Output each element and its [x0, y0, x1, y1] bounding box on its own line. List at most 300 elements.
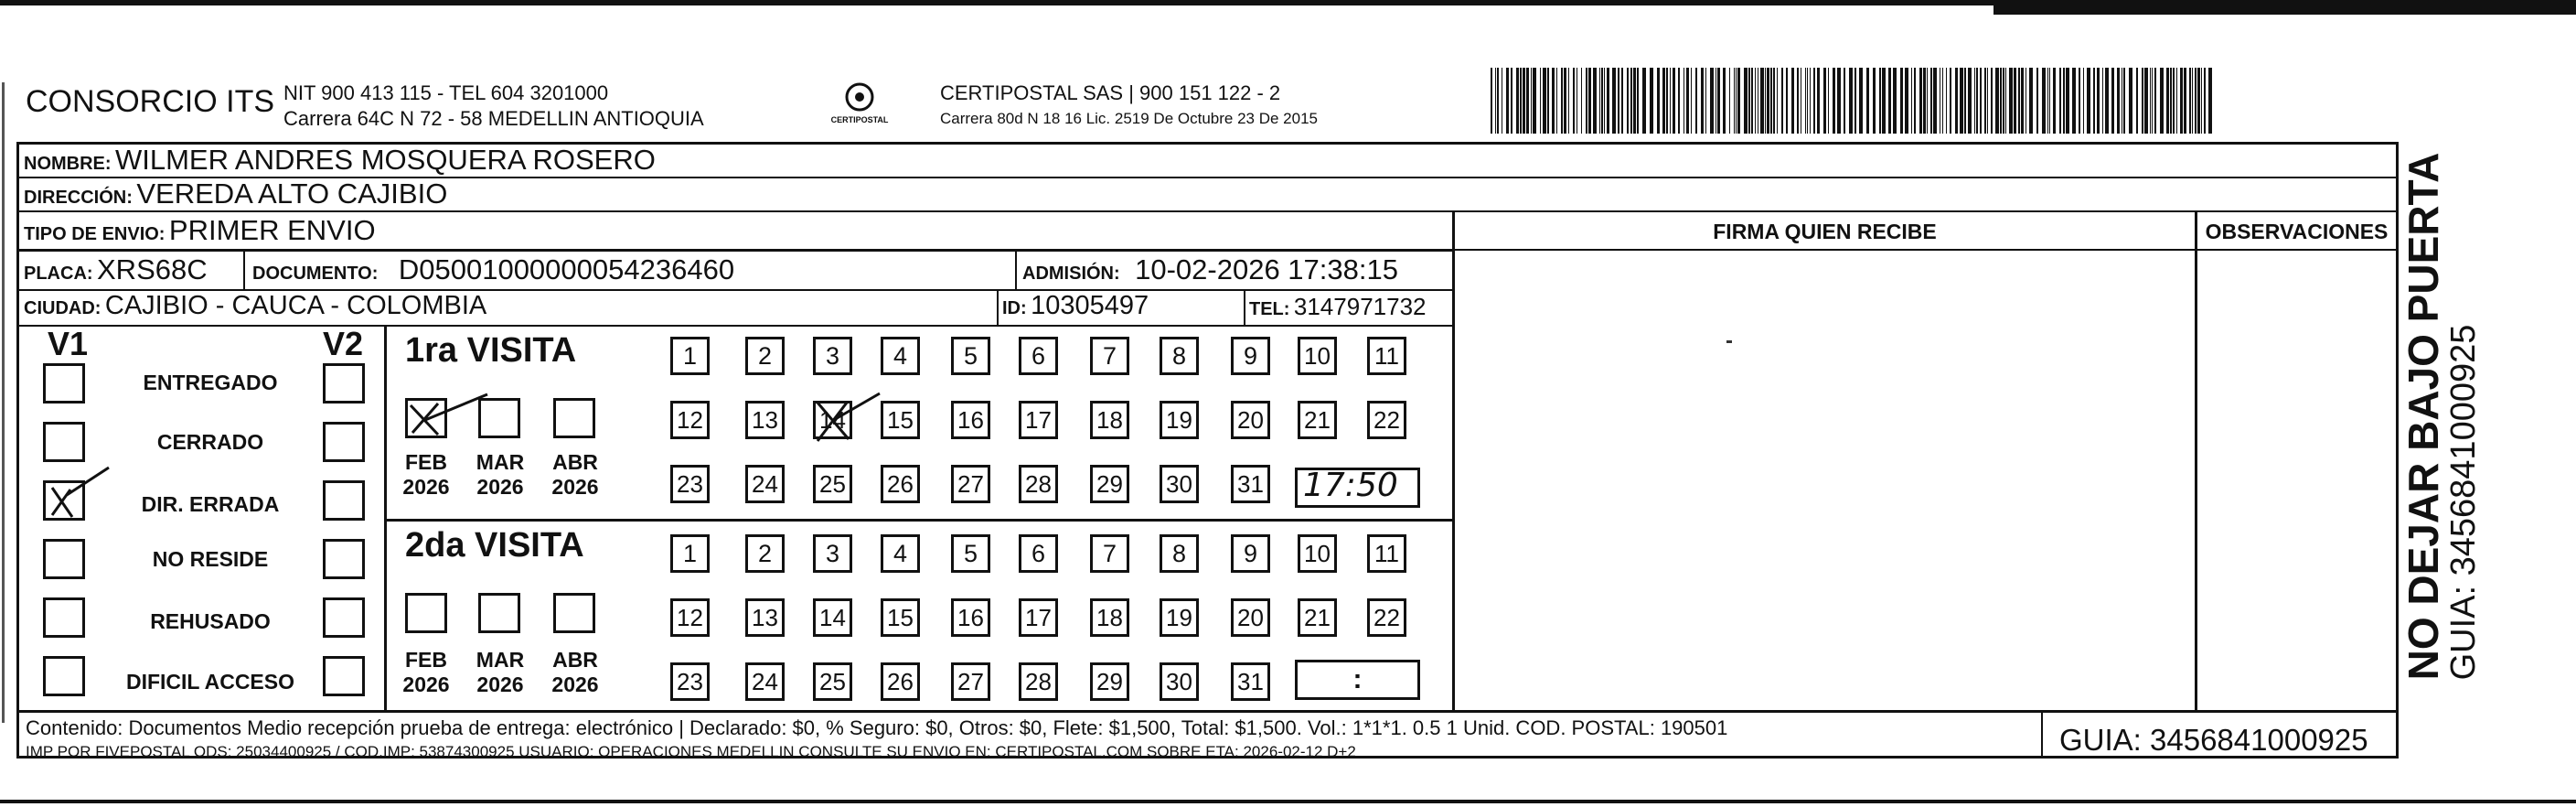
barcode-bar [1552, 68, 1555, 134]
second-visit-day-27[interactable]: 27 [951, 662, 990, 701]
second-visit-day-2[interactable]: 2 [745, 534, 785, 573]
col-divider-firma [1452, 212, 1455, 710]
first-visit-day-3[interactable]: 3 [813, 337, 852, 375]
barcode-bar [1900, 68, 1903, 134]
first-visit-day-18[interactable]: 18 [1090, 401, 1129, 439]
barcode-bar [1670, 68, 1671, 134]
documento-value: D05001000000054236460 [398, 253, 735, 285]
first-visit-day-24[interactable]: 24 [745, 465, 785, 503]
barcode-bar [1581, 68, 1582, 134]
barcode-bar [1666, 68, 1668, 134]
first-visit-day-11[interactable]: 11 [1367, 337, 1406, 375]
second-visit-day-31[interactable]: 31 [1231, 662, 1270, 701]
barcode-bar [2097, 68, 2100, 134]
barcode-bar [2154, 68, 2156, 134]
first-visit-day-4[interactable]: 4 [881, 337, 920, 375]
second-visit-day-28[interactable]: 28 [1019, 662, 1058, 701]
barcode-bar [1828, 68, 1829, 134]
barcode-bar [1691, 68, 1692, 134]
first-visit-title: 1ra VISITA [405, 331, 577, 370]
barcode-bar [2066, 68, 2069, 134]
tel-cell [1249, 293, 1427, 321]
barcode-bar [1564, 68, 1566, 134]
barcode-bar [1586, 68, 1587, 134]
barcode-bar [1683, 68, 1684, 134]
barcode-bar [1723, 68, 1726, 134]
barcode-bar [1630, 68, 1632, 134]
second-visit-day-29[interactable]: 29 [1090, 662, 1129, 701]
frame-right [2396, 142, 2399, 758]
company-line2: Carrera 64C N 72 - 58 MEDELLIN ANTIOQUIA [283, 107, 704, 130]
second-visit-day-9[interactable]: 9 [1231, 534, 1270, 573]
company-line1: NIT 900 413 115 - TEL 604 3201000 [283, 81, 609, 104]
barcode-bar [2176, 68, 2177, 134]
barcode-bar [1914, 68, 1916, 134]
barcode-bar [1888, 68, 1891, 134]
id-cell [1002, 291, 1149, 321]
barcode-bar [1662, 68, 1665, 134]
placa-value: XRS68C [97, 253, 208, 285]
logo-text: CERTIPOSTAL [830, 115, 889, 124]
barcode-bar [1927, 68, 1928, 134]
barcode-bar [1744, 68, 1748, 134]
barcode-bar [2029, 68, 2033, 134]
first-month-checkbox-mar[interactable] [478, 398, 520, 438]
barcode-bar [2192, 68, 2193, 134]
stray-mark [1726, 340, 1732, 343]
barcode-bar [1618, 68, 1619, 134]
tipo-label: TIPO DE ENVIO: [24, 224, 166, 244]
check-mark-icon [405, 398, 447, 438]
barcode-bar [1781, 68, 1783, 134]
barcode-bar [1588, 68, 1591, 134]
barcode-bar [1568, 68, 1569, 134]
first-visit-day-7[interactable]: 7 [1090, 337, 1129, 375]
tipo-row [24, 214, 376, 247]
barcode-bar [1995, 68, 1999, 134]
v2-checkbox-entregado[interactable] [323, 363, 365, 404]
second-visit-day-10[interactable]: 10 [1298, 534, 1337, 573]
first-visit-day-5[interactable]: 5 [951, 337, 990, 375]
v2-checkbox-cerrado[interactable] [323, 422, 365, 462]
tipo-value: PRIMER ENVIO [168, 214, 376, 246]
second-visit-day-12[interactable]: 12 [670, 598, 710, 637]
barcode-bar [2123, 68, 2125, 134]
first-visit-day-26[interactable]: 26 [881, 465, 920, 503]
first-visit-day-19[interactable]: 19 [1160, 401, 1199, 439]
nombre-label: NOMBRE: [24, 154, 112, 174]
status-label-cerrado: CERRADO [156, 430, 264, 454]
barcode-bar [2173, 68, 2175, 134]
documento-cell [252, 253, 734, 286]
second-visit-day-13[interactable]: 13 [745, 598, 785, 637]
first-visit-day-14[interactable]: 14 [813, 401, 852, 439]
second-visit-day-30[interactable]: 30 [1160, 662, 1199, 701]
barcode-bar [1495, 68, 1496, 134]
admision-label: ADMISIÓN: [1022, 264, 1120, 284]
barcode-bar [1991, 68, 1993, 134]
footer-line2: IMP POR FIVEPOSTAL ODS: 25034400925 / COD.IMP: 53874300925 USUARIO: OPERACIONES MEDELLIN CONSULTE SU ENVIO EN: CERTIPOSTAL.COM SOBRE ETA: 2026-02-12 D+2 [26, 743, 1356, 760]
v2-header: V2 [323, 325, 364, 362]
barcode-bar [1612, 68, 1616, 134]
row-line [1452, 249, 2396, 251]
barcode-bar [1855, 68, 1856, 134]
first-visit-day-17[interactable]: 17 [1019, 401, 1058, 439]
barcode-bar [1533, 68, 1536, 134]
barcode-bar [1729, 68, 1730, 134]
second-visit-day-25[interactable]: 25 [813, 662, 852, 701]
certipostal-logo [814, 81, 905, 135]
barcode-bar [1695, 68, 1697, 134]
admision-divider [1015, 251, 1017, 289]
first-visit-day-25[interactable]: 25 [813, 465, 852, 503]
observaciones-area[interactable] [2198, 252, 2394, 709]
barcode-bar [1844, 68, 1845, 134]
v2-checkbox-no-reside[interactable] [323, 539, 365, 579]
status-label-entregado: ENTREGADO [143, 371, 278, 394]
barcode-bar [2180, 68, 2183, 134]
barcode-bar [1547, 68, 1549, 134]
barcode-bar [2144, 68, 2148, 134]
footer-divider [2041, 712, 2043, 756]
barcode-bar [2197, 68, 2200, 134]
barcode-bar [2021, 68, 2024, 134]
second-visit-day-11[interactable]: 11 [1367, 534, 1406, 573]
second-visit-day-8[interactable]: 8 [1160, 534, 1199, 573]
first-visit-day-21[interactable]: 21 [1298, 401, 1337, 439]
first-month-label-feb: FEB 2026 [402, 450, 450, 499]
status-label-dificil-acceso: DIFICIL ACCESO [125, 670, 294, 694]
status-label-rehusado: REHUSADO [150, 609, 271, 633]
barcode-bar [1911, 68, 1912, 134]
barcode-bar [1642, 68, 1646, 134]
v2-checkbox-dir-errada[interactable] [323, 480, 365, 521]
side-warning [2400, 146, 2483, 686]
status-label-no-reside: NO RESIDE [152, 547, 269, 571]
barcode-bar [2009, 68, 2013, 134]
barcode-bar [2201, 68, 2202, 134]
barcode-bar [1976, 68, 1978, 134]
v1-checkbox-cerrado[interactable] [43, 422, 85, 462]
barcode-bar [1601, 68, 1603, 134]
v1-checkbox-dir-errada[interactable] [43, 480, 85, 521]
nombre-row [24, 144, 656, 177]
barcode-bar [2053, 68, 2056, 134]
second-visit-day-1[interactable]: 1 [670, 534, 710, 573]
barcode-bar [1905, 68, 1908, 134]
first-visit-day-1[interactable]: 1 [670, 337, 710, 375]
second-visit-day-16[interactable]: 16 [951, 598, 990, 637]
barcode-bar [1621, 68, 1623, 134]
barcode-bar [1770, 68, 1772, 134]
barcode-bar [1942, 68, 1943, 134]
carrier-line1: CERTIPOSTAL SAS | 900 151 122 - 2 [940, 81, 1281, 104]
footer-guia: GUIA: 3456841000925 [2059, 723, 2368, 757]
barcode-bar [2117, 68, 2120, 134]
barcode-bar [1849, 68, 1853, 134]
barcode-bar [1506, 68, 1509, 134]
barcode-bar [1767, 68, 1769, 134]
barcode-bar [1777, 68, 1778, 134]
barcode-bar [1650, 68, 1653, 134]
second-month-label-mar: MAR 2026 [476, 648, 525, 696]
barcode-bar [1593, 68, 1597, 134]
barcode-bar [2142, 68, 2143, 134]
first-visit-day-22[interactable]: 22 [1367, 401, 1406, 439]
barcode-bar [2042, 68, 2046, 134]
barcode-bar [1893, 68, 1897, 134]
barcode-bar [2036, 68, 2038, 134]
first-visit-day-10[interactable]: 10 [1298, 337, 1337, 375]
barcode-bar [2018, 68, 2020, 134]
first-visit-day-30[interactable]: 30 [1160, 465, 1199, 503]
signature-area[interactable] [1456, 252, 2193, 709]
barcode-bar [1633, 68, 1636, 134]
barcode-bar [1974, 68, 1975, 134]
tel-value: 3147971732 [1293, 293, 1427, 320]
barcode-bar [2105, 68, 2109, 134]
second-visit-day-4[interactable]: 4 [881, 534, 920, 573]
second-visit-day-22[interactable]: 22 [1367, 598, 1406, 637]
barcode-bar [1760, 68, 1764, 134]
barcode-bar [1968, 68, 1972, 134]
bottom-border [0, 800, 2576, 803]
barcode-bar [1748, 68, 1750, 134]
second-visit-day-14[interactable]: 14 [813, 598, 852, 637]
left-edge [2, 82, 5, 723]
barcode-bar [2195, 68, 2197, 134]
row-line [16, 325, 1452, 327]
barcode-bar [1930, 68, 1932, 134]
barcode-bar [1755, 68, 1756, 134]
barcode-bar [1823, 68, 1826, 134]
barcode-bar [1751, 68, 1753, 134]
second-visit-title: 2da VISITA [405, 526, 584, 565]
barcode-bar [1833, 68, 1835, 134]
second-visit-day-19[interactable]: 19 [1160, 598, 1199, 637]
barcode-bar [1882, 68, 1886, 134]
v1-checkbox-entregado[interactable] [43, 363, 85, 404]
barcode-bar [2189, 68, 2191, 134]
v1-checkbox-dificil-acceso[interactable] [43, 656, 85, 696]
second-visit-day-3[interactable]: 3 [813, 534, 852, 573]
v1-checkbox-rehusado[interactable] [43, 597, 85, 638]
barcode-bar [2000, 68, 2002, 134]
barcode-bar [2079, 68, 2080, 134]
id-value: 10305497 [1031, 291, 1149, 320]
barcode-bar [1786, 68, 1788, 134]
ciudad-label: CIUDAD: [24, 298, 102, 318]
barcode-bar [2204, 68, 2206, 134]
barcode-bar [2208, 68, 2212, 134]
barcode-bar [1497, 68, 1499, 134]
top-border-right [1993, 5, 2576, 15]
documento-label: DOCUMENTO: [252, 264, 379, 284]
barcode [1491, 68, 2222, 134]
barcode-bar [1526, 68, 1529, 134]
direccion-value: VEREDA ALTO CAJIBIO [136, 178, 448, 210]
col-divider-obs [2195, 212, 2197, 710]
barcode-bar [1678, 68, 1680, 134]
second-month-checkbox-feb[interactable] [405, 593, 447, 633]
second-visit-day-18[interactable]: 18 [1090, 598, 1129, 637]
barcode-bar [1923, 68, 1926, 134]
firma-header: FIRMA QUIEN RECIBE [1713, 220, 1937, 243]
first-visit-day-20[interactable]: 20 [1231, 401, 1270, 439]
footer-line1: Contenido: Documentos Medio recepción prueba de entrega: electrónico | Declarado: $0, % Seguro: $0, Otros: $0, Flete: $1,500, Total: $1,500. Vol.: 1*1*1. 0.5 1 Unid. COD. POSTAL: 190501 [26, 716, 1728, 739]
barcode-bar [2014, 68, 2016, 134]
barcode-bar [2093, 68, 2095, 134]
first-visit-day-15[interactable]: 15 [881, 401, 920, 439]
id-label: ID: [1002, 298, 1027, 318]
barcode-bar [1686, 68, 1689, 134]
visit-divider [384, 519, 1452, 522]
barcode-bar [2129, 68, 2132, 134]
barcode-bar [1964, 68, 1966, 134]
barcode-bar [2083, 68, 2084, 134]
ciudad-cell [24, 291, 486, 321]
id-divider [997, 291, 999, 325]
placa-label: PLACA: [24, 264, 93, 284]
second-visit-day-21[interactable]: 21 [1298, 598, 1337, 637]
second-visit-day-26[interactable]: 26 [881, 662, 920, 701]
barcode-bar [1523, 68, 1525, 134]
barcode-bar [1657, 68, 1660, 134]
barcode-bar [1866, 68, 1869, 134]
barcode-bar [1984, 68, 1986, 134]
barcode-bar [1807, 68, 1808, 134]
barcode-bar [1950, 68, 1951, 134]
barcode-bar [1734, 68, 1735, 134]
check-mark-icon [43, 480, 85, 521]
first-time-box[interactable] [1295, 468, 1420, 508]
first-visit-day-9[interactable]: 9 [1231, 337, 1270, 375]
barcode-bar [1540, 68, 1541, 134]
barcode-bar [1556, 68, 1557, 134]
first-time-value: 17:50 [1303, 467, 1398, 504]
first-month-label-mar: MAR 2026 [476, 450, 525, 499]
barcode-bar [1987, 68, 1988, 134]
barcode-bar [2184, 68, 2186, 134]
barcode-bar [1531, 68, 1532, 134]
barcode-bar [1813, 68, 1815, 134]
barcode-bar [2102, 68, 2103, 134]
second-month-checkbox-mar[interactable] [478, 593, 520, 633]
barcode-bar [2072, 68, 2076, 134]
second-visit-day-5[interactable]: 5 [951, 534, 990, 573]
second-visit-day-17[interactable]: 17 [1019, 598, 1058, 637]
barcode-bar [1837, 68, 1841, 134]
barcode-bar [2063, 68, 2065, 134]
barcode-bar [1717, 68, 1720, 134]
barcode-bar [1701, 68, 1704, 134]
first-visit-day-13[interactable]: 13 [745, 401, 785, 439]
barcode-bar [1773, 68, 1775, 134]
barcode-bar [1879, 68, 1881, 134]
first-visit-day-6[interactable]: 6 [1019, 337, 1058, 375]
barcode-bar [1561, 68, 1563, 134]
first-visit-day-8[interactable]: 8 [1160, 337, 1199, 375]
barcode-bar [2160, 68, 2164, 134]
first-month-checkbox-abr[interactable] [553, 398, 595, 438]
second-visit-day-6[interactable]: 6 [1019, 534, 1058, 573]
second-time-value: : [1352, 664, 1363, 694]
barcode-bar [1710, 68, 1714, 134]
ciudad-value: CAJIBIO - CAUCA - COLOMBIA [104, 291, 487, 320]
row-line [16, 249, 1452, 252]
first-visit-day-16[interactable]: 16 [951, 401, 990, 439]
second-time-box[interactable] [1295, 660, 1420, 700]
barcode-bar [1637, 68, 1639, 134]
first-visit-day-28[interactable]: 28 [1019, 465, 1058, 503]
barcode-bar [1859, 68, 1863, 134]
side-guia: GUIA: 3456841000925 [2444, 324, 2483, 681]
barcode-bar [1805, 68, 1806, 134]
observaciones-header: OBSERVACIONES [2205, 220, 2389, 243]
second-month-checkbox-abr[interactable] [553, 593, 595, 633]
first-visit-day-2[interactable]: 2 [745, 337, 785, 375]
barcode-bar [1543, 68, 1546, 134]
barcode-bar [2111, 68, 2114, 134]
second-visit-day-15[interactable]: 15 [881, 598, 920, 637]
barcode-bar [1980, 68, 1982, 134]
v2-checkbox-dificil-acceso[interactable] [323, 656, 365, 696]
barcode-bar [2047, 68, 2048, 134]
first-visit-day-12[interactable]: 12 [670, 401, 710, 439]
tel-label: TEL: [1249, 299, 1290, 319]
barcode-bar [2170, 68, 2172, 134]
placa-cell [24, 253, 208, 286]
barcode-bar [1960, 68, 1963, 134]
status-label-dir-errada: DIR. ERRADA [141, 492, 280, 516]
row-line [16, 210, 2399, 212]
second-visit-day-24[interactable]: 24 [745, 662, 785, 701]
v1-checkbox-no-reside[interactable] [43, 539, 85, 579]
barcode-bar [1604, 68, 1605, 134]
first-visit-day-29[interactable]: 29 [1090, 465, 1129, 503]
barcode-bar [2003, 68, 2004, 134]
first-visit-day-31[interactable]: 31 [1231, 465, 1270, 503]
barcode-bar [1520, 68, 1522, 134]
first-month-label-abr: ABR 2026 [551, 450, 599, 499]
second-visit-day-20[interactable]: 20 [1231, 598, 1270, 637]
frame-left [16, 142, 19, 758]
barcode-bar [2005, 68, 2006, 134]
barcode-bar [2059, 68, 2061, 134]
first-month-checkbox-feb[interactable] [405, 398, 447, 438]
barcode-bar [1873, 68, 1876, 134]
barcode-bar [2152, 68, 2153, 134]
second-visit-day-23[interactable]: 23 [670, 662, 710, 701]
second-visit-day-7[interactable]: 7 [1090, 534, 1129, 573]
barcode-bar [1919, 68, 1922, 134]
barcode-bar [1673, 68, 1675, 134]
barcode-bar [1627, 68, 1629, 134]
admision-cell [1022, 253, 1398, 286]
barcode-bar [1946, 68, 1947, 134]
barcode-bar [1511, 68, 1512, 134]
nombre-value: WILMER ANDRES MOSQUERA ROSERO [115, 144, 656, 176]
carrier-line2: Carrera 80d N 18 16 Lic. 2519 De Octubre 23 De 2015 [940, 110, 1318, 127]
first-visit-day-23[interactable]: 23 [670, 465, 710, 503]
direccion-row [24, 178, 447, 210]
placa-divider [243, 251, 245, 289]
first-visit-day-27[interactable]: 27 [951, 465, 990, 503]
barcode-bar [1765, 68, 1766, 134]
v2-checkbox-rehusado[interactable] [323, 597, 365, 638]
barcode-bar [2136, 68, 2138, 134]
barcode-bar [1955, 68, 1958, 134]
